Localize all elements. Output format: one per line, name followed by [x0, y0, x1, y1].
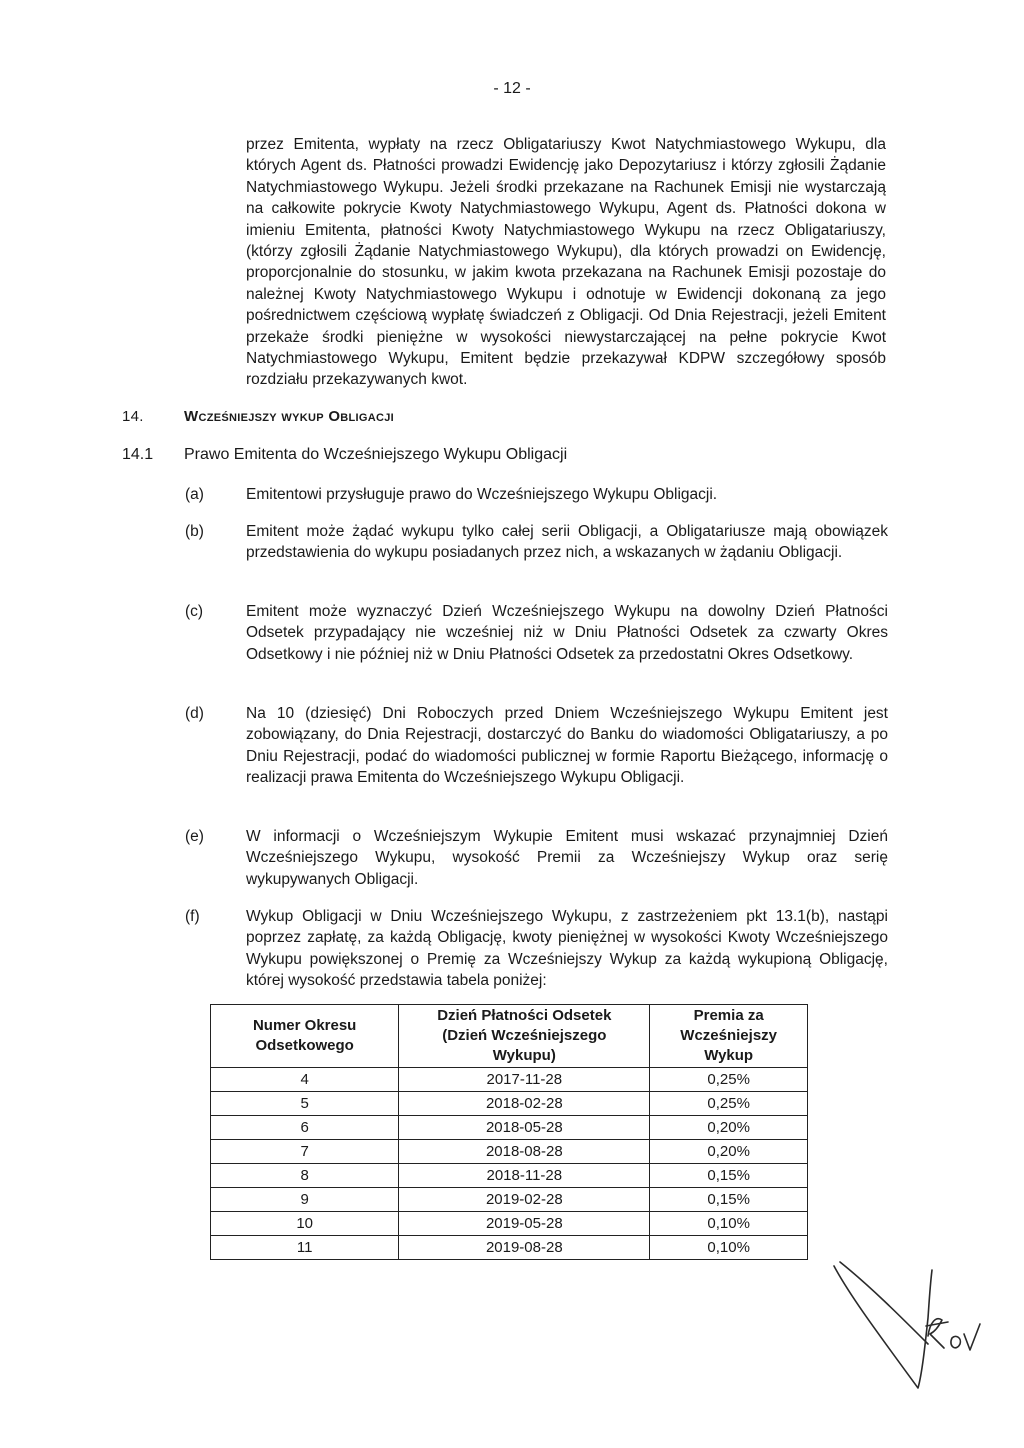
list-item-text: Emitent może wyznaczyć Dzień Wcześniejszego Wykupu na dowolny Dzień Płatności Odsetek przypadający nie wcześniej niż w Dniu Płatności Odsetek za czwarty Okres Odsetkowy i nie później niż w Dniu Płatności Odsetek za przedostatni Okres Odsetkowy.: [246, 603, 888, 663]
list-item-text: Emitent może żądać wykupu tylko całej serii Obligacji, a Obligatariusze mają obowiązek przedstawienia do wykupu posiadanych przez nich, a wskazanych w żądaniu Obligacji.: [246, 523, 888, 562]
cell-date: 2018-05-28: [399, 1116, 650, 1140]
cell-date: 2019-08-28: [399, 1236, 650, 1260]
cell-period: 9: [211, 1188, 399, 1212]
cell-premium: 0,10%: [650, 1212, 808, 1236]
cell-period: 7: [211, 1140, 399, 1164]
cell-date: 2019-05-28: [399, 1212, 650, 1236]
section-heading: [122, 408, 882, 425]
section-title: Wcześniejszy wykup Obligacji: [184, 408, 395, 425]
subsection-title: Prawo Emitenta do Wcześniejszego Wykupu Obligacji: [184, 446, 568, 463]
cell-date: 2018-08-28: [399, 1140, 650, 1164]
list-item-text: Wykup Obligacji w Dniu Wcześniejszego Wykupu, z zastrzeżeniem pkt 13.1(b), nastąpi poprzez zapłatę, za każdą Obligację, kwoty pieniężnej w wysokości Kwoty Wcześniejszego Wykupu powiększonej o Premię za Wcześniejszy Wykup za każdą wykupioną Obligację, której wysokość przedstawia tabela poniżej:: [246, 908, 888, 990]
header-premium: Premia za Wcześniejszy Wykup: [650, 1005, 808, 1068]
list-item-letter: (e): [185, 828, 204, 845]
list-item-letter: (c): [185, 603, 204, 620]
table-row: [211, 1212, 808, 1236]
cell-date: 2019-02-28: [399, 1188, 650, 1212]
table-row: [211, 1092, 808, 1116]
list-item-a: [185, 484, 888, 505]
subsection-number: 14.1: [122, 446, 154, 463]
cell-date: 2017-11-28: [399, 1068, 650, 1092]
cell-period: 6: [211, 1116, 399, 1140]
list-item-d: [185, 703, 888, 789]
list-item-letter: (d): [185, 705, 204, 722]
cell-premium: 0,15%: [650, 1164, 808, 1188]
cell-date: 2018-11-28: [399, 1164, 650, 1188]
table-row: [211, 1188, 808, 1212]
cell-period: 8: [211, 1164, 399, 1188]
table-row: [211, 1236, 808, 1260]
cell-premium: 0,15%: [650, 1188, 808, 1212]
cell-period: 11: [211, 1236, 399, 1260]
list-item-text: Emitentowi przysługuje prawo do Wcześniejszego Wykupu Obligacji.: [246, 486, 718, 503]
list-item-text: Na 10 (dziesięć) Dni Roboczych przed Dniem Wcześniejszego Wykupu Emitent jest zobowiązany, do Dnia Rejestracji, dostarczyć do Banku do wiadomości Obligatariuszy, a po Dniu Rejestracji, podać do wiadomości publicznej w formie Raportu Bieżącego, informację o realizacji prawa Emitenta do Wcześniejszego Wykupu Obligacji.: [246, 705, 888, 787]
list-item-text: W informacji o Wcześniejszym Wykupie Emitent musi wskazać przynajmniej Dzień Wcześniejszego Wykupu, wysokość Premii za Wcześniejszy Wykup oraz serię wykupywanych Obligacji.: [246, 828, 888, 888]
list-item-letter: (b): [185, 523, 204, 540]
cell-premium: 0,10%: [650, 1236, 808, 1260]
intro-paragraph: przez Emitenta, wypłaty na rzecz Obligatariuszy Kwot Natychmiastowego Wykupu, dla których Agent ds. Płatności prowadzi Ewidencję jako Depozytariusz i którzy zgłosili Żądanie Natychmiastowego Wykupu. Jeżeli środki przekazane na Rachunek Emisji nie wystarczają na całkowite pokrycie Kwoty Natychmiastowego Wykupu, Agent ds. Płatności dokona w imieniu Emitenta, płatności Kwoty Natychmiastowego Wykupu na rzecz Obligatariuszy, (którzy zgłosili Żądanie Natychmiastowego Wykupu), dla których prowadzi on Ewidencję, proporcjonalnie do stosunku, w jakim kwota przekazana na Rachunek Emisji pozostaje do należnej Kwoty Natychmiastowego Wykupu i odnotuje w Ewidencji dokonaną za jego pośrednictwem częściową wypłatę świadczeń z Obligacji. Od Dnia Rejestracji, jeżeli Emitent przekaże środki pieniężne w wysokości niewystarczającej na pełne pokrycie Kwot Natychmiastowego Wykupu, Emitent będzie przekazywał KDPW szczegółowy sposób rozdziału przekazywanych kwot.: [246, 136, 886, 389]
header-period-number: Numer Okresu Odsetkowego: [211, 1005, 399, 1068]
cell-period: 4: [211, 1068, 399, 1092]
signature-initial-v: [964, 1324, 980, 1350]
section-number: 14.: [122, 408, 144, 425]
list-item-b: [185, 521, 888, 564]
list-item-e: [185, 826, 888, 890]
cell-premium: 0,20%: [650, 1140, 808, 1164]
list-item-f: [185, 906, 888, 992]
table-row: [211, 1116, 808, 1140]
cell-premium: 0,25%: [650, 1092, 808, 1116]
table-row: [211, 1068, 808, 1092]
list-item-letter: (f): [185, 908, 200, 925]
list-item-c: [185, 601, 888, 665]
premium-table: [210, 1004, 808, 1260]
cell-date: 2018-02-28: [399, 1092, 650, 1116]
table-row: [211, 1140, 808, 1164]
cell-period: 10: [211, 1212, 399, 1236]
header-payment-date: Dzień Płatności Odsetek (Dzień Wcześniejszego Wykupu): [399, 1005, 650, 1068]
cell-period: 5: [211, 1092, 399, 1116]
list-item-letter: (a): [185, 486, 204, 503]
cell-premium: 0,25%: [650, 1068, 808, 1092]
signature-underline: [926, 1322, 948, 1326]
signature-loop: [834, 1266, 932, 1388]
table-header-row: [211, 1005, 808, 1068]
page-number: - 12 -: [493, 80, 531, 97]
subsection-heading: [122, 446, 882, 464]
signature-initial-o: [951, 1336, 960, 1347]
signature-stroke: [840, 1262, 928, 1344]
table-row: [211, 1164, 808, 1188]
handwritten-signature: [830, 1256, 1000, 1396]
cell-premium: 0,20%: [650, 1116, 808, 1140]
